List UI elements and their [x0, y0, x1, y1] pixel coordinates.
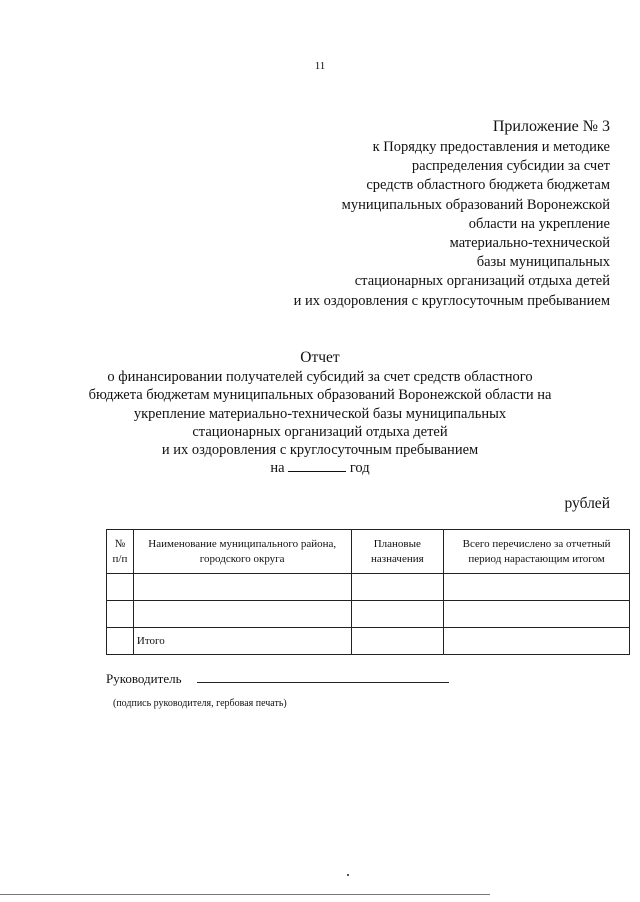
report-line: укрепление материально-технической базы муниципальных	[133, 405, 507, 422]
annex-block	[294, 116, 610, 311]
table-cell[interactable]	[444, 601, 630, 628]
stray-dot	[347, 874, 349, 876]
header-name: Наименование муниципального района, городского округа	[133, 530, 351, 574]
annex-line: области на укрепление	[468, 215, 610, 232]
table-cell[interactable]	[351, 601, 444, 628]
annex-line: базы муниципальных	[476, 254, 610, 271]
currency-label: рублей	[564, 495, 610, 512]
annex-title: Приложение № 3	[492, 118, 610, 135]
annex-line: материально-технической	[449, 235, 610, 252]
signature-label: Руководитель	[106, 671, 182, 686]
page-number: 11	[314, 60, 326, 72]
table-cell[interactable]	[444, 628, 630, 655]
annex-line: муниципальных образований Воронежской	[341, 196, 610, 213]
table-cell[interactable]	[351, 628, 444, 655]
table-row	[107, 601, 630, 628]
annex-line: и их оздоровления с круглосуточным пребыванием	[293, 292, 610, 309]
year-suffix: год	[349, 460, 370, 477]
table-cell[interactable]	[351, 574, 444, 601]
table-row	[107, 574, 630, 601]
table-cell[interactable]	[107, 574, 134, 601]
table-header-row	[107, 530, 630, 574]
total-label-cell: Итого	[133, 628, 351, 655]
header-plan: Плановые назначения	[351, 530, 444, 574]
annex-line: стационарных организаций отдыха детей	[354, 273, 610, 290]
bottom-rule	[0, 894, 490, 895]
table-cell[interactable]	[107, 628, 134, 655]
table-cell[interactable]	[107, 601, 134, 628]
signature-note: (подпись руководителя, гербовая печать)	[113, 698, 287, 709]
header-num: № п/п	[107, 530, 134, 574]
signature-blank-field[interactable]	[197, 669, 449, 683]
table-cell[interactable]	[133, 601, 351, 628]
table-cell[interactable]	[444, 574, 630, 601]
report-line: и их оздоровления с круглосуточным пребыванием	[161, 442, 479, 459]
report-line: о финансировании получателей субсидий за счет средств областного	[107, 369, 533, 385]
signature-line	[106, 669, 449, 687]
year-blank-field[interactable]	[288, 459, 346, 472]
report-title: Отчет	[300, 349, 340, 366]
annex-line: к Порядку предоставления и методике	[372, 139, 610, 155]
report-line: бюджета бюджетам муниципальных образований Воронежской области на	[88, 387, 552, 404]
financing-table	[106, 529, 630, 655]
report-line: стационарных организаций отдыха детей	[192, 423, 448, 440]
year-prefix: на	[270, 460, 285, 477]
header-total: Всего перечислено за отчетный период нарастающим итогом	[444, 530, 630, 574]
report-year-line	[0, 459, 640, 477]
report-heading	[0, 347, 640, 478]
table-cell[interactable]	[133, 574, 351, 601]
table-total-row	[107, 628, 630, 655]
annex-line: распределения субсидии за счет	[411, 158, 610, 175]
annex-line: средств областного бюджета бюджетам	[366, 177, 610, 194]
